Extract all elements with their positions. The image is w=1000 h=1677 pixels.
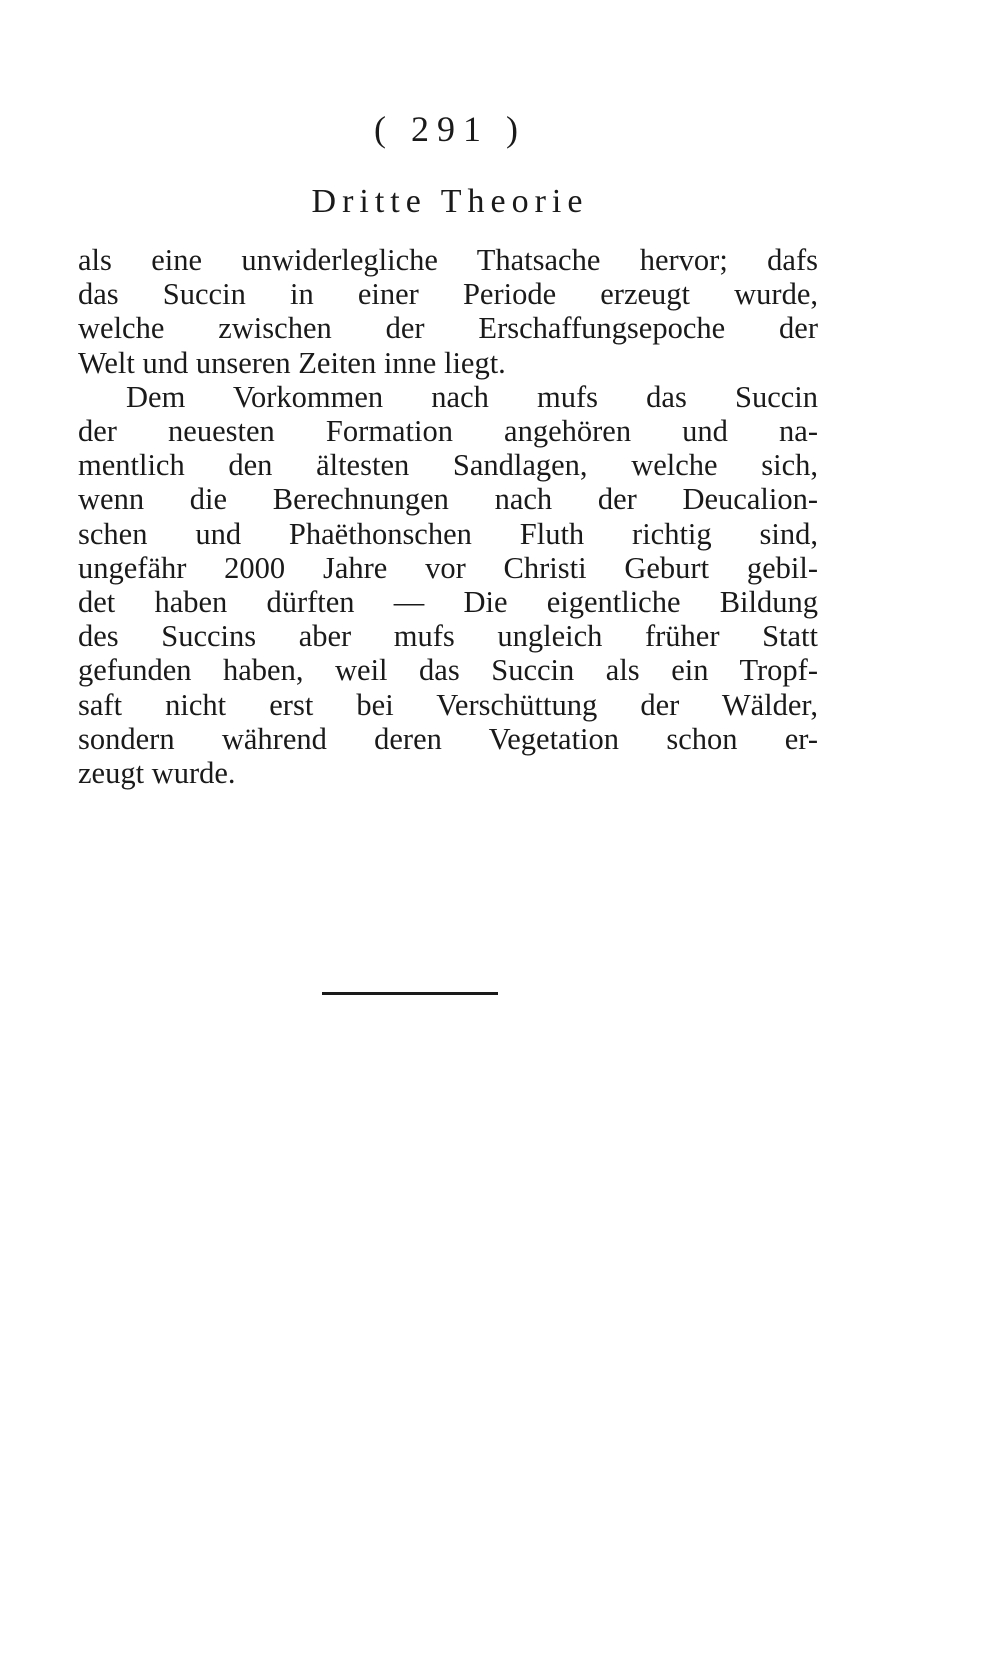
text-line: Welt und unseren Zeiten inne liegt. [78, 345, 506, 380]
text-line: gefunden haben, weil das Succin als ein Tropf- [78, 653, 818, 688]
text-line: sondern während deren Vegetation schon er- [78, 721, 818, 756]
text-line: das Succin in einer Periode erzeugt wurde, [78, 277, 818, 312]
text-line: welche zwischen der Erschaffungsepoche der [78, 311, 818, 346]
text-line: saft nicht erst bei Verschüttung der Wälder, [78, 687, 818, 722]
text-line: mentlich den ältesten Sandlagen, welche sich, [78, 448, 818, 483]
text-line: Dem Vorkommen nach mufs das Succin [126, 379, 818, 414]
text-line: zeugt wurde. [78, 756, 236, 791]
text-line: schen und Phaëthonschen Fluth richtig sind, [78, 516, 818, 551]
text-line: ungefähr 2000 Jahre vor Christi Geburt gebil- [78, 550, 818, 585]
section-end-rule [322, 992, 498, 995]
body-text [78, 243, 818, 790]
text-line: als eine unwiderlegliche Thatsache hervor; dafs [78, 243, 818, 277]
page-number: ( 291 ) [374, 109, 526, 149]
running-head: Dritte Theorie [311, 183, 589, 220]
text-line: der neuesten Formation angehören und na- [78, 414, 818, 449]
text-line: det haben dürften — Die eigentliche Bildung [78, 585, 818, 620]
text-line: wenn die Berechnungen nach der Deucalion- [78, 482, 818, 517]
text-line: des Succins aber mufs ungleich früher Statt [78, 619, 818, 654]
